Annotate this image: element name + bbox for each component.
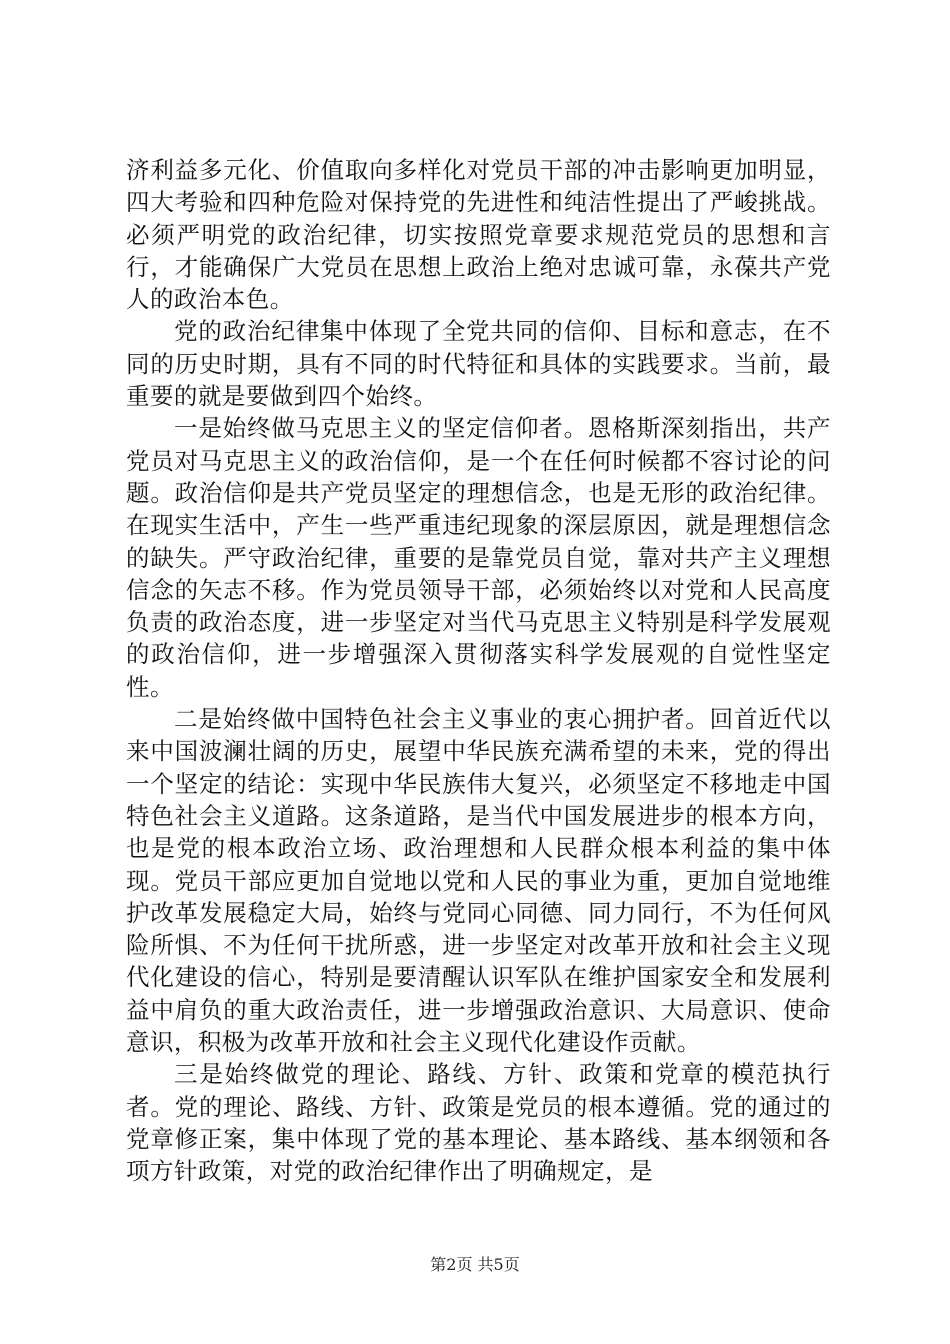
- paragraph-5: 三是始终做党的理论、路线、方针、政策和党章的模范执行者。党的理论、路线、方针、政策是党员的根本遵循。党的通过的党章修正案，集中体现了党的基本理论、基本路线、基本纲领和各项方针政策，对党的政治纪律作出了明确规定，是: [126, 1060, 831, 1186]
- paragraph-4: 二是始终做中国特色社会主义事业的衷心拥护者。回首近代以来中国波澜壮阔的历史，展望中华民族充满希望的未来，党的得出一个坚定的结论：实现中华民族伟大复兴，必须坚定不移地走中国特色社会主义道路。这条道路，是当代中国发展进步的根本方向，也是党的根本政治立场、政治理想和人民群众根本利益的集中体现。党员干部应更加自觉地以党和人民的事业为重，更加自觉地维护改革发展稳定大局，始终与党同心同德、同力同行，不为任何风险所惧、不为任何干扰所惑，进一步坚定对改革开放和社会主义现代化建设的信心，特别是要清醒认识军队在维护国家安全和发展利益中肩负的重大政治责任，进一步增强政治意识、大局意识、使命意识，积极为改革开放和社会主义现代化建设作贡献。: [126, 705, 831, 1057]
- document-body: [126, 154, 831, 1188]
- paragraph-3: 一是始终做马克思主义的坚定信仰者。恩格斯深刻指出，共产党员对马克思主义的政治信仰，是一个在任何时候都不容讨论的问题。政治信仰是共产党员坚定的理想信念，也是无形的政治纪律。在现实生活中，产生一些严重违纪现象的深层原因，就是理想信念的缺失。严守政治纪律，重要的是靠党员自觉，靠对共产主义理想信念的矢志不移。作为党员领导干部，必须始终以对党和人民高度负责的政治态度，进一步坚定对当代马克思主义特别是科学发展观的政治信仰，进一步增强深入贯彻落实科学发展观的自觉性坚定性。: [126, 414, 831, 701]
- page-footer: 第2页 共5页: [430, 1255, 520, 1274]
- paragraph-1: 济利益多元化、价值取向多样化对党员干部的冲击影响更加明显，四大考验和四种危险对保持党的先进性和纯洁性提出了严峻挑战。必须严明党的政治纪律，切实按照党章要求规范党员的思想和言行，才能确保广大党员在思想上政治上绝对忠诚可靠，永葆共产党人的政治本色。: [126, 156, 831, 314]
- paragraph-2: 党的政治纪律集中体现了全党共同的信仰、目标和意志，在不同的历史时期，具有不同的时代特征和具体的实践要求。当前，最重要的就是要做到四个始终。: [126, 317, 831, 411]
